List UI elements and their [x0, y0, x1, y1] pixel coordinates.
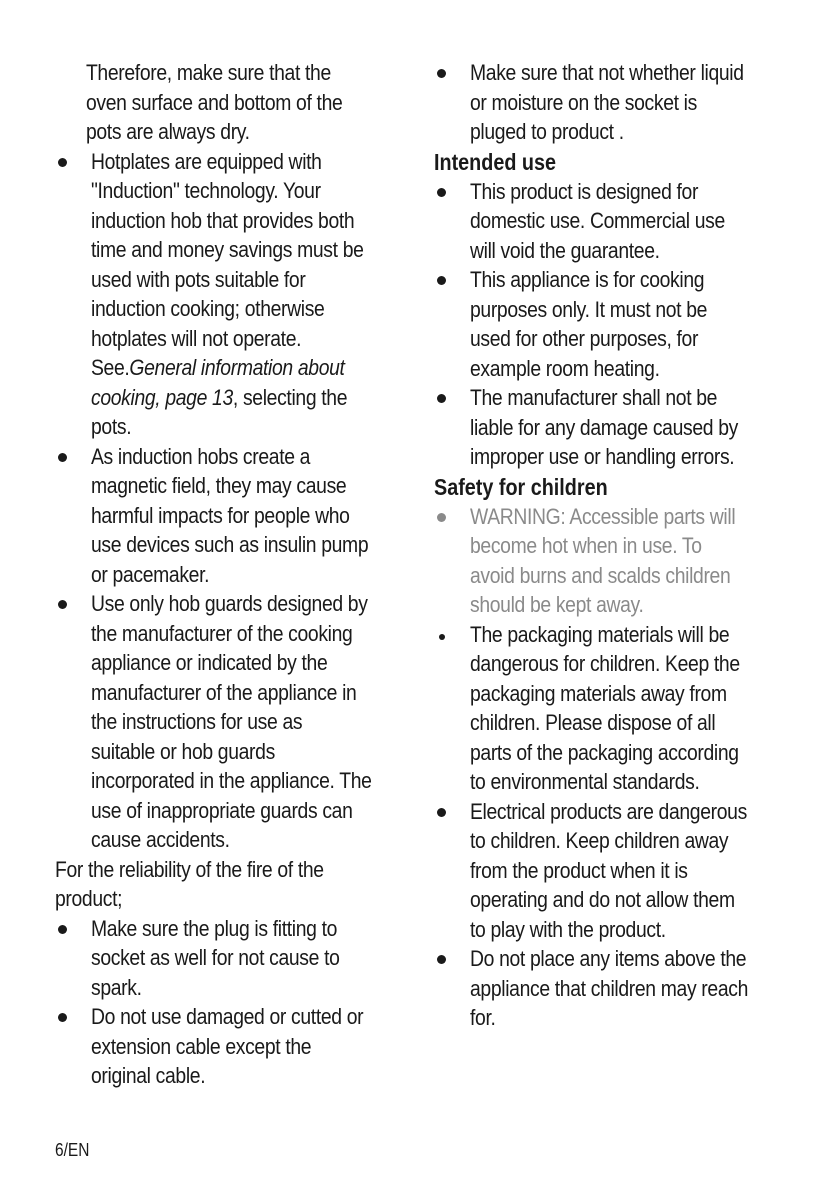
bullet-text: Do not place any items above the appliance that children may reach for.	[470, 946, 748, 1030]
bullet-icon	[58, 158, 67, 167]
bullet-text: Use only hob guards designed by the manufacturer of the cooking appliance or indicated by the manufacturer of the appliance in the instructions for use as suitable or hob guards incorporated in the appliance. The use of inappropriate guards can cause accidents.	[91, 591, 372, 852]
bullet-text: Do not use damaged or cutted or extension cable except the original cable.	[91, 1004, 364, 1088]
list-item	[434, 177, 794, 266]
list-item	[434, 265, 794, 383]
list-item	[434, 383, 794, 472]
warning-bullet-icon	[437, 513, 446, 522]
list-item	[55, 914, 415, 1003]
list-item	[434, 58, 794, 147]
list-item	[55, 589, 415, 855]
reliability-paragraph: For the reliability of the fire of the product;	[55, 856, 324, 911]
see-prefix: See.	[91, 355, 130, 380]
bullet-text: This appliance is for cooking purposes only. It must not be used for other purposes, for example room heating.	[470, 267, 708, 381]
bullet-icon	[58, 600, 67, 609]
bullet-text: Hotplates are equipped with "Induction" technology. Your induction hob that provides both time and money savings must be used with pots suitable for induction cooking; otherwise hotplates will not operate.	[91, 148, 364, 351]
bullet-icon	[437, 808, 446, 817]
bullet-icon	[437, 188, 446, 197]
bullet-icon	[437, 955, 446, 964]
bullet-icon	[58, 453, 67, 462]
list-item	[434, 944, 794, 1033]
warning-item	[434, 502, 794, 620]
list-item	[55, 147, 415, 442]
intro-paragraph: Therefore, make sure that the oven surface and bottom of the pots are always dry.	[85, 60, 343, 144]
bullet-icon	[439, 634, 445, 640]
warning-text: WARNING: Accessible parts will become hot when in use. To avoid burns and scalds children should be kept away.	[470, 503, 736, 617]
bullet-icon	[437, 394, 446, 403]
bullet-icon	[58, 925, 67, 934]
bullet-text: The packaging materials will be dangerous for children. Keep the packaging materials away from children. Please dispose of all parts of the packaging according to environmental standards.	[470, 621, 740, 794]
bullet-text: Electrical products are dangerous to children. Keep children away from the product when it is operating and do not allow them to play with the product.	[470, 798, 747, 942]
left-column	[55, 58, 415, 1091]
bullet-text: This product is designed for domestic use. Commercial use will void the guarantee.	[470, 178, 725, 263]
right-column	[434, 58, 794, 1033]
list-item	[55, 442, 415, 590]
cross-reference-link[interactable]: General information about cooking, page 13	[91, 355, 345, 410]
list-item	[434, 797, 794, 945]
bullet-icon	[58, 1013, 67, 1022]
intended-use-heading: Intended use	[434, 148, 556, 175]
bullet-icon	[437, 69, 446, 78]
bullet-text: The manufacturer shall not be liable for any damage caused by improper use or handling errors.	[470, 385, 738, 469]
page-number: 6/EN	[55, 1140, 90, 1160]
bullet-text: Make sure the plug is fitting to socket as well for not cause to spark.	[91, 915, 340, 1000]
list-item	[55, 1002, 415, 1091]
list-item	[434, 620, 794, 797]
safety-for-children-heading: Safety for children	[434, 473, 608, 500]
bullet-icon	[437, 276, 446, 285]
bullet-text: As induction hobs create a magnetic field, they may cause harmful impacts for people who use devices such as insulin pump or pacemaker.	[91, 443, 369, 587]
see-suffix: , selecting the pots.	[91, 384, 348, 439]
bullet-text: Make sure that not whether liquid or moisture on the socket is pluged to product .	[470, 60, 744, 144]
